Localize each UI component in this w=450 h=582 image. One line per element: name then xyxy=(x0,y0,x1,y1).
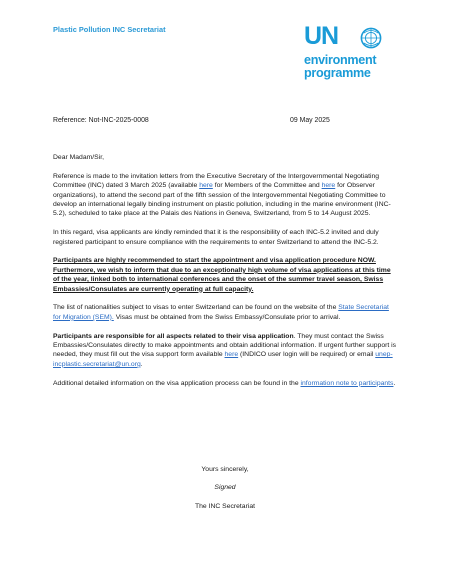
members-invitation-link[interactable]: here xyxy=(199,182,213,190)
text: The list of nationalities subject to visas to enter Switzerland can be found on the website of the xyxy=(53,304,339,312)
text: . xyxy=(140,360,143,368)
letter-date: 09 May 2025 xyxy=(290,117,330,124)
visa-support-form-link[interactable]: here xyxy=(224,351,239,359)
secretariat-email-link[interactable]: unep-incplastic.secretariat@un.org xyxy=(53,351,393,368)
text: Reference is made to the invitation letters from the Executive Secretary of the Intergovernmental Negotiating Committee (INC) dated 3 March 2025 (available xyxy=(53,172,380,190)
reference-row xyxy=(53,117,353,124)
logo-un-text: UN xyxy=(304,22,339,50)
reference-number: Reference: Not-INC-2025-0008 xyxy=(53,117,149,124)
text: . xyxy=(393,379,396,387)
paragraph-responsibility: In this regard, visa applicants are kindly reminded that it is the responsibility of each INC-5.2 invited and duly registered participant to ensure compliance with the requirements to enter Switzerland to attend the INC-5.2. xyxy=(53,229,379,246)
unep-logo xyxy=(304,24,408,94)
sem-link[interactable]: State Secretariat for Migration (SEM). xyxy=(53,304,389,321)
closing-line: Yours sincerely, xyxy=(201,466,249,473)
secretariat-name: Plastic Pollution INC Secretariat xyxy=(53,25,166,34)
text: Visas must be obtained from the Swiss Embassy/Consulate prior to arrival. xyxy=(113,313,341,321)
logo-environment-text: environment xyxy=(304,53,377,67)
paragraph-nationalities xyxy=(53,303,398,322)
paragraph-invitation xyxy=(53,172,398,219)
text: (INDICO user login will be required) or email xyxy=(238,351,376,359)
signatory: The INC Secretariat xyxy=(194,502,256,510)
text: for Observer organizations), to attend the second part of the fifth session of the Intergovernmental Negotiating Committee to develop an international legally binding instrument on plastic pollution, including in the marine environment (INC-5.2), scheduled to take place at the Palais des Nations in Geneva, Switzerland, from 5 to 14 August 2025. xyxy=(53,182,391,218)
un-emblem-icon xyxy=(360,27,382,49)
paragraph-participant-responsibility xyxy=(53,332,398,370)
bold-text: Participants are responsible for all aspects related to their visa application xyxy=(53,332,294,340)
logo-programme-text: programme xyxy=(304,66,371,80)
signature: Signed xyxy=(214,484,236,492)
paragraph-additional-info xyxy=(53,379,398,388)
letter-body xyxy=(53,153,398,397)
salutation: Dear Madam/Sir, xyxy=(53,154,104,161)
text: for Members of the Committee and xyxy=(212,182,322,190)
text: . They must contact the Swiss Embassies/Consulates directly to make appointments and obtain additional information. If urgent further support is needed, they must fill out the visa support form available xyxy=(53,332,397,359)
paragraph-visa-warning: Participants are highly recommended to start the appointment and visa application procedure NOW. Furthermore, we wish to inform that due to an exceptionally high volume of visa applications at this time of the year, linked both to international conferences and the onset of the summer travel season, Swiss Embassies/Consulates are currently operating at full capacity. xyxy=(53,257,391,293)
observers-invitation-link[interactable]: here xyxy=(321,182,336,190)
information-note-link[interactable]: information note to participants xyxy=(300,379,394,387)
text: Additional detailed information on the visa application process can be found in the xyxy=(53,379,301,387)
letter-closing xyxy=(0,465,450,520)
